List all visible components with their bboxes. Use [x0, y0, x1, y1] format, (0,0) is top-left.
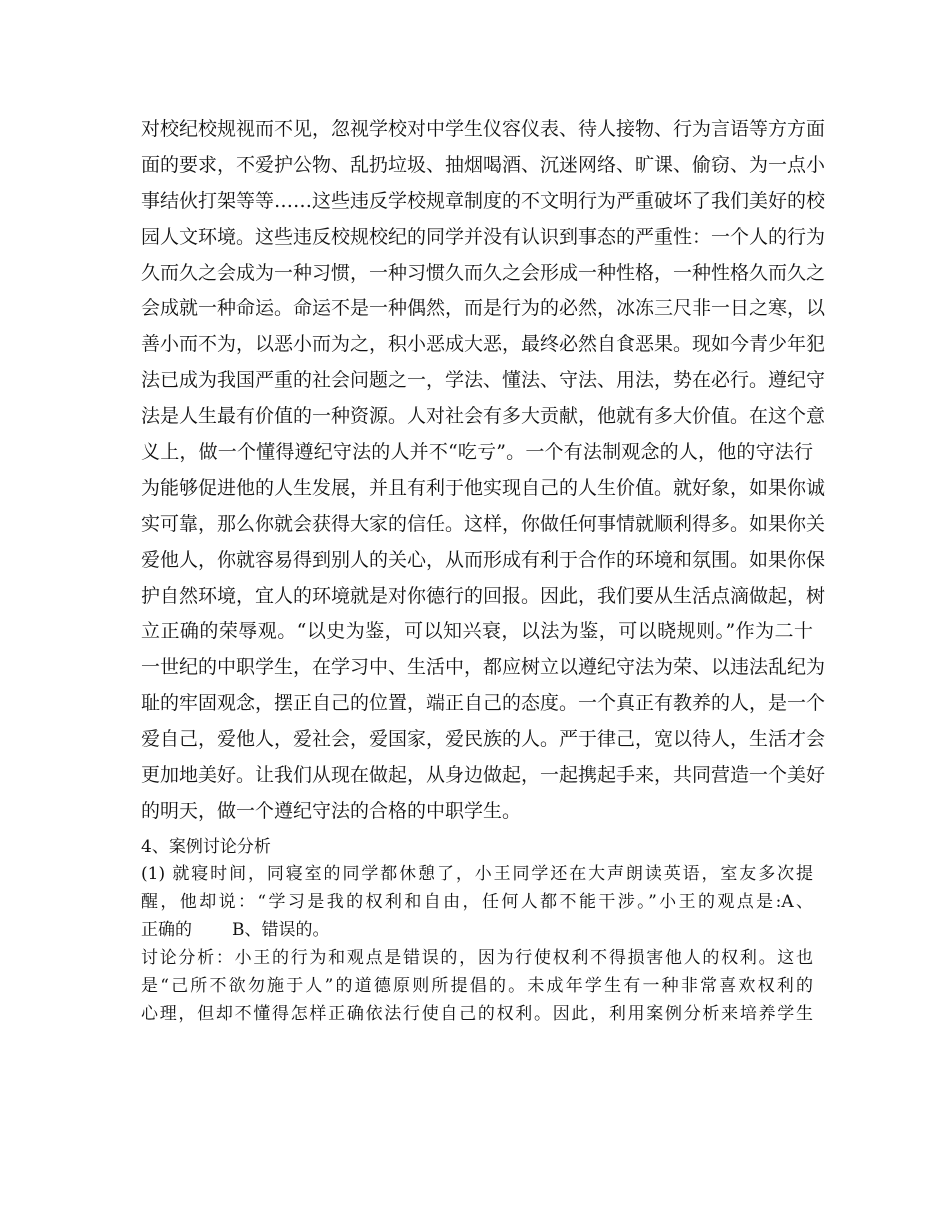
- paragraph-line: 面的要求，不爱护公物、乱扔垃圾、抽烟喝酒、沉迷网络、旷课、偷窃、为一点小: [141, 153, 826, 176]
- discussion-line: 是“己所不欲勿施于人”的道德原则所提倡的。未成年学生有一种非常喜欢权利的: [141, 975, 813, 996]
- paragraph-line: 实可靠，那么你就会获得大家的信任。这样，你做任何事情就顺利得多。如果你关: [141, 512, 826, 535]
- paragraph-line: 善小而不为，以恶小而为之，积小恶成大恶，最终必然自食恶果。现如今青少年犯: [141, 333, 826, 356]
- paragraph-line: 一世纪的中职学生，在学习中、生活中，都应树立以遵纪守法为荣、以违法乱纪为: [141, 656, 826, 679]
- main-paragraph: [141, 112, 826, 830]
- paragraph-line: 为能够促进他的人生发展，并且有利于他实现自己的人生价值。就好象，如果你诚: [141, 476, 826, 499]
- paragraph-line: 法是人生最有价值的一种资源。人对社会有多大贡献，他就有多大价值。在这个意: [141, 405, 826, 428]
- case-options: [141, 916, 813, 944]
- case-question-line: 醒，他却说：“学习是我的权利和自由，任何人都不能干涉。”小王的观点是:A、: [141, 891, 813, 912]
- section-heading: 4、案例讨论分析: [141, 836, 271, 857]
- paragraph-line: 爱他人，你就容易得到别人的关心，从而形成有利于合作的环境和氛围。如果你保: [141, 548, 826, 571]
- paragraph-line: 爱自己，爱他人，爱社会，爱国家，爱民族的人。严于律己，宽以待人，生活才会: [141, 728, 826, 751]
- discussion-paragraph: [141, 944, 813, 1028]
- paragraph-line: 耻的牢固观念，摆正自己的位置，端正自己的态度。一个真正有教养的人，是一个: [141, 692, 826, 715]
- paragraph-line: 园人文环境。这些违反校规校纪的同学并没有认识到事态的严重性：一个人的行为: [141, 225, 826, 248]
- case-question: [141, 860, 813, 944]
- paragraph-line: 更加地美好。让我们从现在做起，从身边做起，一起携起手来，共同营造一个美好: [141, 764, 826, 787]
- paragraph-line: 久而久之会成为一种习惯，一种习惯久而久之会形成一种性格，一种性格久而久之: [141, 261, 826, 284]
- discussion-line: 心理，但却不懂得怎样正确依法行使自己的权利。因此，利用案例分析来培养学生: [141, 1003, 813, 1024]
- paragraph-line: 的明天，做一个遵纪守法的合格的中职学生。: [141, 799, 522, 822]
- paragraph-line: 事结伙打架等等……这些违反学校规章制度的不文明行为严重破坏了我们美好的校: [141, 189, 826, 212]
- paragraph-line: 对校纪校规视而不见，忽视学校对中学生仪容仪表、待人接物、行为言语等方方面: [141, 118, 826, 140]
- option-b: B、错误的。: [232, 919, 330, 940]
- paragraph-line: 法已成为我国严重的社会问题之一，学法、懂法、守法、用法，势在必行。遵纪守: [141, 369, 826, 392]
- paragraph-line: 会成就一种命运。命运不是一种偶然，而是行为的必然，冰冻三尺非一日之寒，以: [141, 297, 826, 320]
- case-question-line: (1) 就寝时间，同寝室的同学都休憩了，小王同学还在大声朗读英语，室友多次提: [141, 863, 813, 884]
- paragraph-line: 护自然环境，宜人的环境就是对你德行的回报。因此，我们要从生活点滴做起，树: [141, 584, 826, 607]
- paragraph-line: 立正确的荣辱观。“以史为鉴，可以知兴衰，以法为鉴，可以晓规则。”作为二十: [141, 620, 813, 643]
- discussion-line: 讨论分析：小王的行为和观点是错误的，因为行使权利不得损害他人的权利。这也: [141, 947, 813, 968]
- paragraph-line: 义上，做一个懂得遵纪守法的人并不“吃亏”。一个有法制观念的人，他的守法行: [141, 441, 813, 464]
- document-body: [141, 112, 826, 1028]
- option-a: 正确的: [141, 919, 192, 940]
